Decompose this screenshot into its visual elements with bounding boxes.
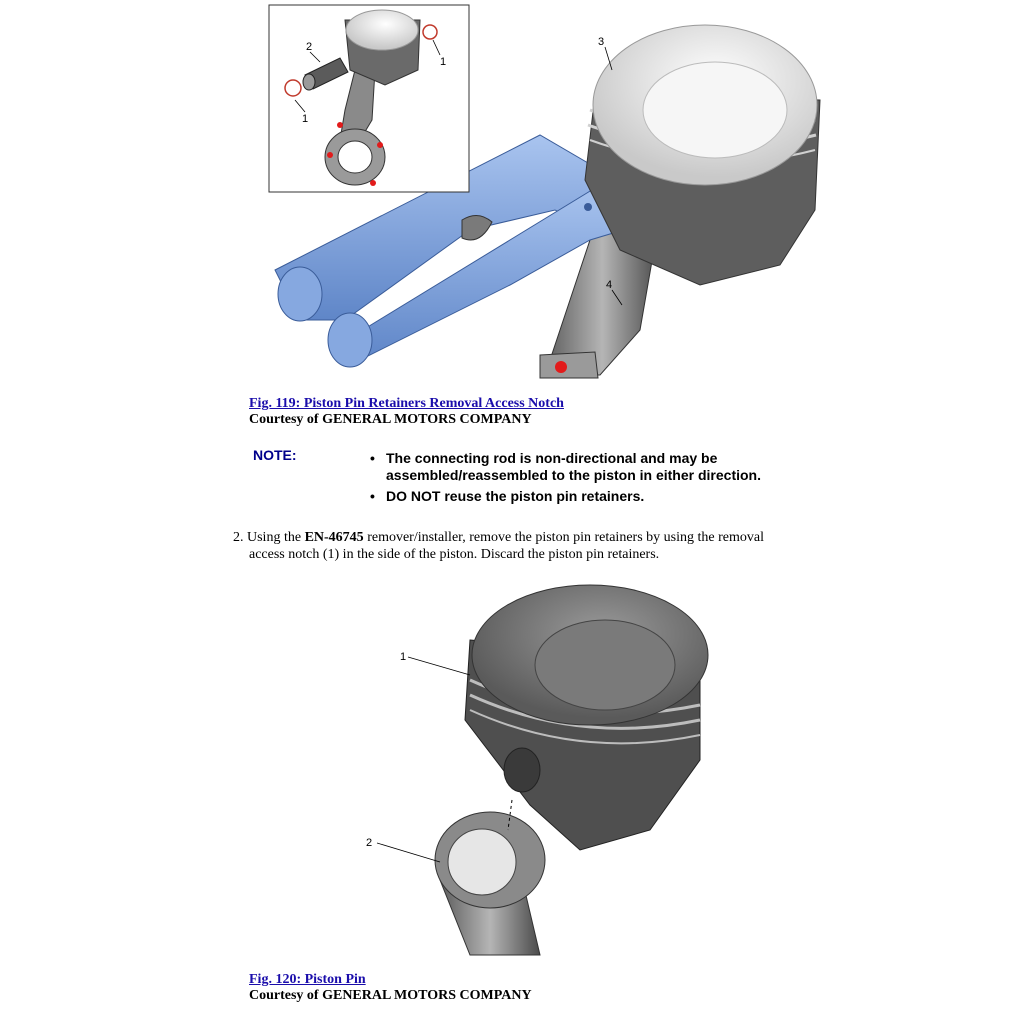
callout-3: 3 (598, 36, 605, 48)
step-text-line1: remover/installer, remove the piston pin retainers by using the removal (363, 530, 764, 545)
note-label: NOTE: (253, 447, 297, 463)
note-item: • DO NOT reuse the piston pin retainers. (370, 488, 800, 505)
figure-119-caption-link[interactable]: Fig. 119: Piston Pin Retainers Removal Access Notch (249, 396, 564, 411)
figure-120-caption-link[interactable]: Fig. 120: Piston Pin (249, 972, 366, 987)
callout-1-inset-right: 1 (440, 56, 447, 68)
callout-1-fig120: 1 (400, 651, 407, 663)
step-number: 2. (233, 530, 244, 545)
note-list (370, 450, 800, 509)
figure-119-caption-block (249, 396, 564, 428)
callout-4: 4 (606, 279, 613, 291)
figure-119-courtesy: Courtesy of GENERAL MOTORS COMPANY (249, 412, 532, 427)
figure-120-illustration (377, 585, 708, 955)
step-text-prefix: Using the (247, 530, 305, 545)
figure-120-caption-block (249, 972, 532, 1004)
step-2 (233, 529, 813, 563)
piston-120 (465, 585, 708, 850)
callout-2-fig120: 2 (366, 837, 373, 849)
bolt-marker (555, 361, 567, 373)
inset-exploded-view (269, 5, 469, 192)
note-item: • The connecting rod is non-directional and may be assembled/reassembled to the piston in either direction. (370, 450, 800, 484)
tool-number: EN-46745 (304, 530, 364, 545)
callout-1-inset-left: 1 (302, 113, 309, 125)
figure-120-courtesy: Courtesy of GENERAL MOTORS COMPANY (249, 988, 532, 1003)
connecting-rod-small-end (435, 812, 545, 955)
callout-2-inset: 2 (306, 41, 313, 53)
step-text-line2: access notch (1) in the side of the piston. Discard the piston pin retainers. (249, 547, 660, 562)
piston (585, 25, 820, 285)
